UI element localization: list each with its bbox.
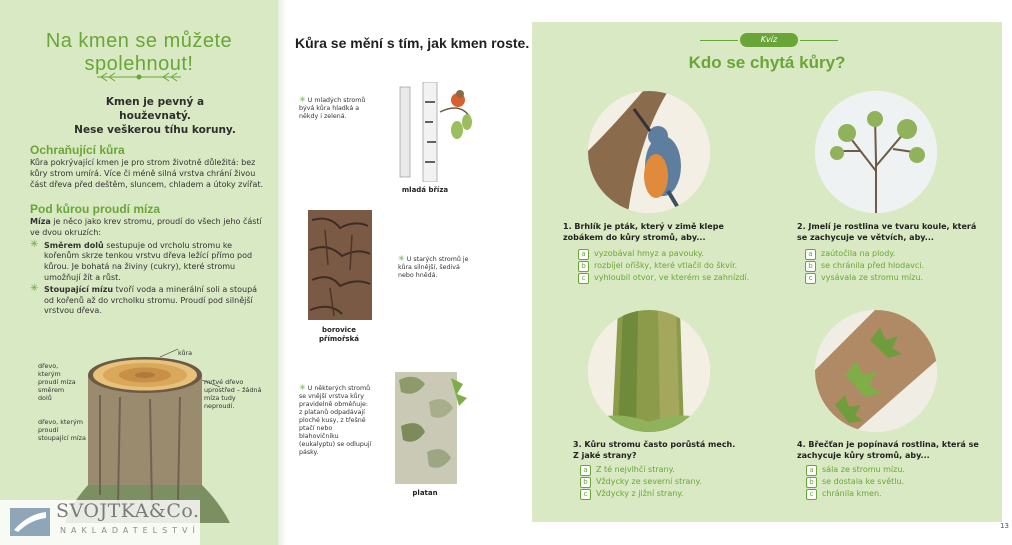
sap-term: Míza — [30, 217, 51, 226]
question-2: 2. Jmelí je rostlina ve tvaru koule, která se zachycuje ve větvích, aby... — [797, 222, 977, 242]
answer-list-4 — [806, 464, 905, 501]
option-letter: b — [578, 261, 589, 272]
plane-tree-illustration — [385, 372, 470, 484]
caption-plane-tree: platan — [412, 489, 438, 497]
answer-option[interactable] — [578, 272, 749, 284]
option-letter: b — [805, 261, 816, 272]
note-text: U některých stromů se vnější vrstva kůry pravidelně obměňuje: z platanů odpadávají ploché kusy, z třešně ptačí nebo blahovičníku (eukalyptu) se odlupují pásky. — [299, 385, 372, 456]
option-letter: c — [806, 489, 817, 500]
lead-line: Kmen je pevný a houževnatý. — [105, 96, 205, 122]
ivy-icon — [815, 310, 937, 432]
star-bullet-icon: ✳ — [299, 95, 306, 104]
bullet-item — [30, 282, 266, 317]
page-gutter — [278, 0, 286, 545]
nuthatch-image — [588, 91, 710, 213]
option-letter: c — [578, 273, 589, 284]
answer-option[interactable] — [806, 464, 905, 476]
label-bark: kůra — [178, 349, 193, 357]
label-down-wood: dřevo, kterým proudí míza směrem dolů — [38, 362, 76, 402]
caption-pine: borovice přímořská — [319, 326, 359, 343]
divider — [700, 40, 738, 41]
option-text: sála ze stromu mízu. — [822, 465, 905, 474]
answer-option[interactable] — [806, 476, 905, 488]
option-letter: a — [578, 249, 589, 260]
option-text: se chránila před hlodavci. — [821, 261, 925, 271]
label-up-wood: dřevo, kterým proudí stoupající míza — [38, 418, 86, 442]
caption-birch: mladá bříza — [401, 186, 449, 194]
note-young-tree — [299, 96, 369, 121]
option-text: vyzobával hmyz a pavouky. — [594, 249, 704, 258]
answer-list-3 — [580, 464, 702, 501]
option-text: vyhloubil otvor, ve kterém se zahnízdí. — [594, 273, 750, 283]
nuthatch-icon — [588, 91, 710, 213]
note-peeling-bark — [299, 384, 373, 457]
moss-trunk-image — [588, 310, 710, 432]
quiz-title: Kdo se chytá kůry? — [688, 53, 846, 72]
answer-option[interactable] — [580, 476, 702, 488]
left-page-title: Na kmen se můžete spolehnout! — [45, 30, 233, 75]
lead-line: Nese veškerou tíhu koruny. — [74, 124, 236, 136]
mistletoe-image — [815, 91, 937, 213]
answer-option[interactable] — [580, 488, 702, 500]
answer-list-2 — [805, 248, 924, 285]
option-text: chránila kmen. — [822, 489, 882, 499]
question-1: 1. Brhlík je pták, který v zimě klepe zobákem do kůry stromů, aby... — [563, 222, 724, 242]
page-number: 13 — [1000, 522, 1009, 530]
question-3: 3. Kůru stromu často porůstá mech. Z jaké strany? — [573, 440, 736, 460]
star-bullet-icon: ✳ — [30, 282, 39, 294]
mistletoe-icon — [815, 91, 937, 213]
sap-intro-text: je něco jako krev stromu, proudí do všech jeho částí ve dvou okruzích: — [30, 217, 262, 237]
option-text: se dostala ke světlu. — [822, 477, 905, 487]
bullet-bold: Směrem dolů — [44, 240, 104, 250]
section-text-sap — [30, 217, 266, 317]
option-letter: c — [580, 489, 591, 500]
option-text: Z té nejvlhčí strany. — [596, 465, 675, 474]
tree-stump-illustration — [60, 335, 250, 525]
question-4: 4. Břečťan je popínavá rostlina, která se zachycuje kůry stromů, aby... — [797, 440, 979, 460]
star-bullet-icon: ✳ — [299, 383, 306, 392]
option-letter: a — [580, 465, 591, 476]
answer-option[interactable] — [805, 272, 924, 284]
bullet-text: sestupuje od vrcholu stromu ke kořenům skrze tenkou vrstvu dřeva ležící přímo pod kůrou. Je bohatá na živiny (cukry), které stromu umožňují žít a růst. — [44, 240, 253, 282]
middle-page-title: Kůra se mění s tím, jak kmen roste. — [295, 35, 530, 51]
publisher-logo-icon — [8, 504, 52, 540]
sap-intro — [30, 217, 266, 239]
bullet-text: tvoří voda a minerální soli a stoupá od kořenů až do vrcholku stromu. Proudí pod silnější vrstvou dřeva. — [44, 284, 258, 316]
answer-option[interactable] — [806, 488, 905, 500]
answer-option[interactable] — [580, 464, 702, 476]
option-letter: a — [806, 465, 817, 476]
ivy-image — [815, 310, 937, 432]
note-text: U mladých stromů bývá kůra hladká a někdy i zelená. — [299, 97, 366, 120]
section-heading-bark: Ochraňující kůra — [30, 143, 125, 157]
decorative-arrow-icon — [95, 70, 183, 84]
pine-bark-illustration — [300, 210, 380, 320]
note-old-tree — [398, 255, 470, 280]
option-text: Vždycky ze severní strany. — [596, 477, 702, 487]
note-text: U starých stromů je kůra silnější, šedivá nebo hnědá. — [398, 256, 469, 279]
divider — [800, 40, 838, 41]
section-text-bark: Kůra pokrývající kmen je pro strom životně důležitá: bez kůry strom umírá. Více či méně silná vrstva chrání živou část dřeva před deštěm, sluncem, chladem a útoky zvířat. — [30, 158, 264, 189]
star-bullet-icon: ✳ — [30, 238, 39, 250]
option-letter: b — [806, 477, 817, 488]
publisher-name: SVOJTKA&Co. — [56, 500, 200, 522]
label-dead-wood: mrtvé dřevo uprostřed – žádná míza tudy neproudí. — [204, 378, 262, 410]
answer-option[interactable] — [805, 260, 924, 272]
bullet-bold: Stoupající mízu — [44, 284, 114, 294]
section-heading-sap: Pod kůrou proudí míza — [30, 202, 161, 216]
bullet-item — [30, 238, 266, 284]
quiz-badge: Kvíz — [740, 33, 798, 47]
answer-option[interactable] — [578, 260, 749, 272]
answer-option[interactable] — [578, 248, 749, 260]
publisher-subtitle: NAKLADATELSTVÍ — [60, 526, 200, 535]
lead-text — [70, 95, 240, 137]
answer-option[interactable] — [805, 248, 924, 260]
star-bullet-icon: ✳ — [398, 254, 405, 263]
option-text: Vždycky z jižní strany. — [596, 489, 684, 499]
moss-icon — [588, 310, 710, 432]
option-text: vysávala ze stromu mízu. — [821, 273, 924, 283]
answer-list-1 — [578, 248, 749, 285]
option-letter: c — [805, 273, 816, 284]
option-text: zaútočila na plody. — [821, 249, 896, 258]
birch-illustration — [385, 82, 480, 182]
option-letter: b — [580, 477, 591, 488]
option-letter: a — [805, 249, 816, 260]
option-text: rozbíjel oříšky, které vtlačil do škvír. — [594, 261, 738, 271]
